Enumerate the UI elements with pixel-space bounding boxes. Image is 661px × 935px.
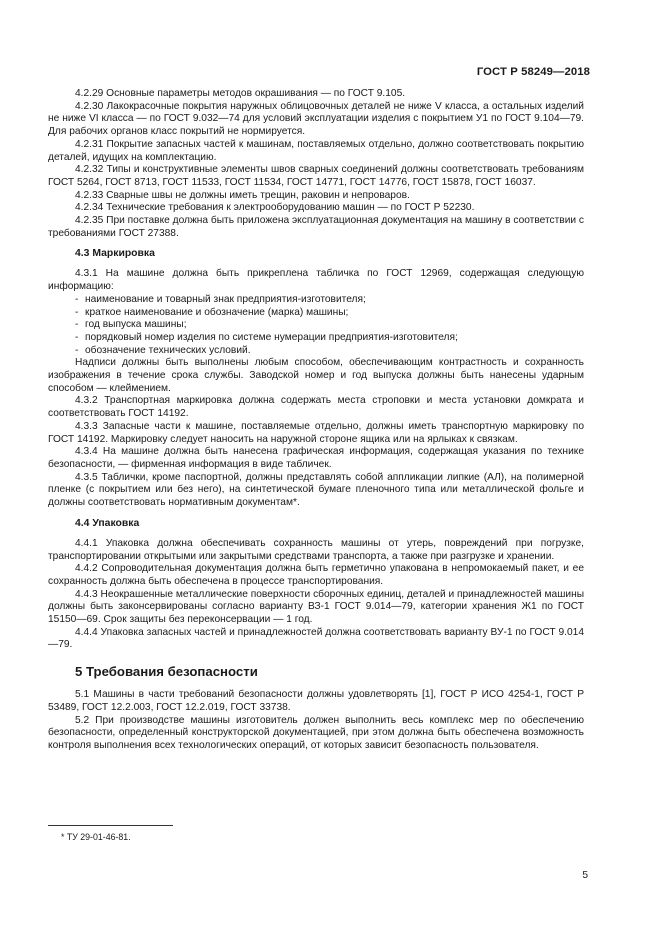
paragraph: 4.3.3 Запасные части к машине, поставляемые отдельно, должны иметь транспортную маркировку по ГОСТ 14192. Маркировку следует наносить на наружной стороне ящика или на ярлыках к связкам.	[48, 420, 584, 445]
chapter-heading-safety: 5 Требования безопасности	[75, 664, 258, 680]
marking-info-list	[48, 294, 584, 358]
list-item: - порядковый номер изделия по системе нумерации предприятия-изготовителя;	[75, 332, 584, 345]
paragraph: 4.4.4 Упаковка запасных частей и принадлежностей должна соответствовать варианту ВУ-1 по ГОСТ 9.014—79.	[48, 626, 584, 651]
section-heading-marking: 4.3 Маркировка	[75, 248, 155, 260]
paragraph: 4.4.2 Сопроводительная документация должна быть герметично упакована в непромокаемый пакет, и ее сохранность должна быть обеспечена в процессе транспортирования.	[48, 563, 584, 587]
paragraph: 4.3.4 На машине должна быть нанесена графическая информация, содержащая указания по технике безопасности, — фирменная информация в виде табличек.	[48, 446, 584, 470]
list-item: - краткое наименование и обозначение (марка) машины;	[75, 307, 584, 320]
paragraph: 4.4.3 Неокрашенные металлические поверхности сборочных единиц, деталей и принадлежностей машины должны быть законсервированы согласно варианту ВЗ-1 ГОСТ 9.014—79, категории хранения Ж1 по ГОСТ 15150—69. Срок защиты без переконсервации — 1 год.	[48, 588, 585, 626]
paragraph: 4.3.2 Транспортная маркировка должна содержать места строповки и места установки домкрата и соответствовать ГОСТ 14192.	[48, 395, 584, 420]
section-heading-packaging: 4.4 Упаковка	[75, 517, 140, 529]
paragraph: 4.2.31 Покрытие запасных частей к машинам, поставляемых отдельно, должно соответствовать покрытию деталей, идущих на комплектацию.	[48, 138, 584, 163]
footnote-divider	[48, 825, 173, 826]
paragraph: 4.3.1 На машине должна быть прикреплена табличка по ГОСТ 12969, содержащая следующую информацию:	[48, 268, 584, 293]
paragraph: 4.2.32 Типы и конструктивные элементы швов сварных соединений должны соответствовать требованиям ГОСТ 5264, ГОСТ 8713, ГОСТ 11533, ГОСТ 11534, ГОСТ 14771, ГОСТ 14776, ГОСТ 15878, ГОСТ 16037.	[48, 164, 584, 188]
list-item: - год выпуска машины;	[75, 319, 584, 332]
paragraph: 4.2.29 Основные параметры методов окрашивания — по ГОСТ 9.105.	[75, 88, 406, 99]
paragraph: 5.2 При производстве машины изготовитель должен выполнить весь комплекс мер по обеспечению безопасности, определенный конструкторской документацией, при этом должна быть обеспечена возможность контроля выполнения всех технологических операций, от которых зависит безопасность пользователя.	[48, 714, 584, 751]
paragraph: 4.2.35 При поставке должна быть приложена эксплуатационная документация на машину в соответствии с требованиями ГОСТ 27388.	[48, 215, 585, 239]
paragraph: 4.2.33 Сварные швы не должны иметь трещин, раковин и непроваров.	[75, 189, 410, 201]
paragraph: 4.2.34 Технические требования к электрооборудованию машин — по ГОСТ Р 52230.	[75, 202, 475, 214]
paragraph: 4.3.5 Таблички, кроме паспортной, должны представлять собой аппликации липкие (АЛ), на полимерной пленке (с покрытием или без него), на синтетической бумаге пленочного типа или металлической фольге и должны соответствовать нормативным документам*.	[48, 471, 584, 509]
footnote: * ТУ 29-01-46-81.	[61, 832, 131, 842]
list-item: - наименование и товарный знак предприятия-изготовителя;	[75, 294, 584, 307]
document-body	[48, 88, 584, 753]
paragraph: 4.2.30 Лакокрасочные покрытия наружных облицовочных деталей не ниже V класса, а остальных изделий не ниже VI класса — по ГОСТ 9.032—74 для условий эксплуатации изделия с покрытием У1 по ГОСТ 9.104—79. Для рабочих органов класс покрытий не нормируется.	[48, 100, 584, 138]
document-header: ГОСТ Р 58249—2018	[476, 66, 590, 78]
page-number: 5	[582, 870, 588, 881]
paragraph: Надписи должны быть выполнены любым способом, обеспечивающим контрастность и сохранность изображения в течение срока службы. Заводской номер и год выпуска должны быть нанесены ударным способом — клеймением.	[48, 357, 584, 394]
paragraph: 4.4.1 Упаковка должна обеспечивать сохранность машины от утерь, повреждений при погрузке, транспортировании открытыми или закрытыми средствами транспорта, а также при разгрузке и хранении.	[48, 537, 584, 562]
list-item: - обозначение технических условий.	[75, 345, 584, 358]
paragraph: 5.1 Машины в части требований безопасности должны удовлетворять [1], ГОСТ Р ИСО 4254-1, ГОСТ Р 53489, ГОСТ 12.2.003, ГОСТ 12.2.019, ГОСТ 33738.	[48, 689, 584, 713]
